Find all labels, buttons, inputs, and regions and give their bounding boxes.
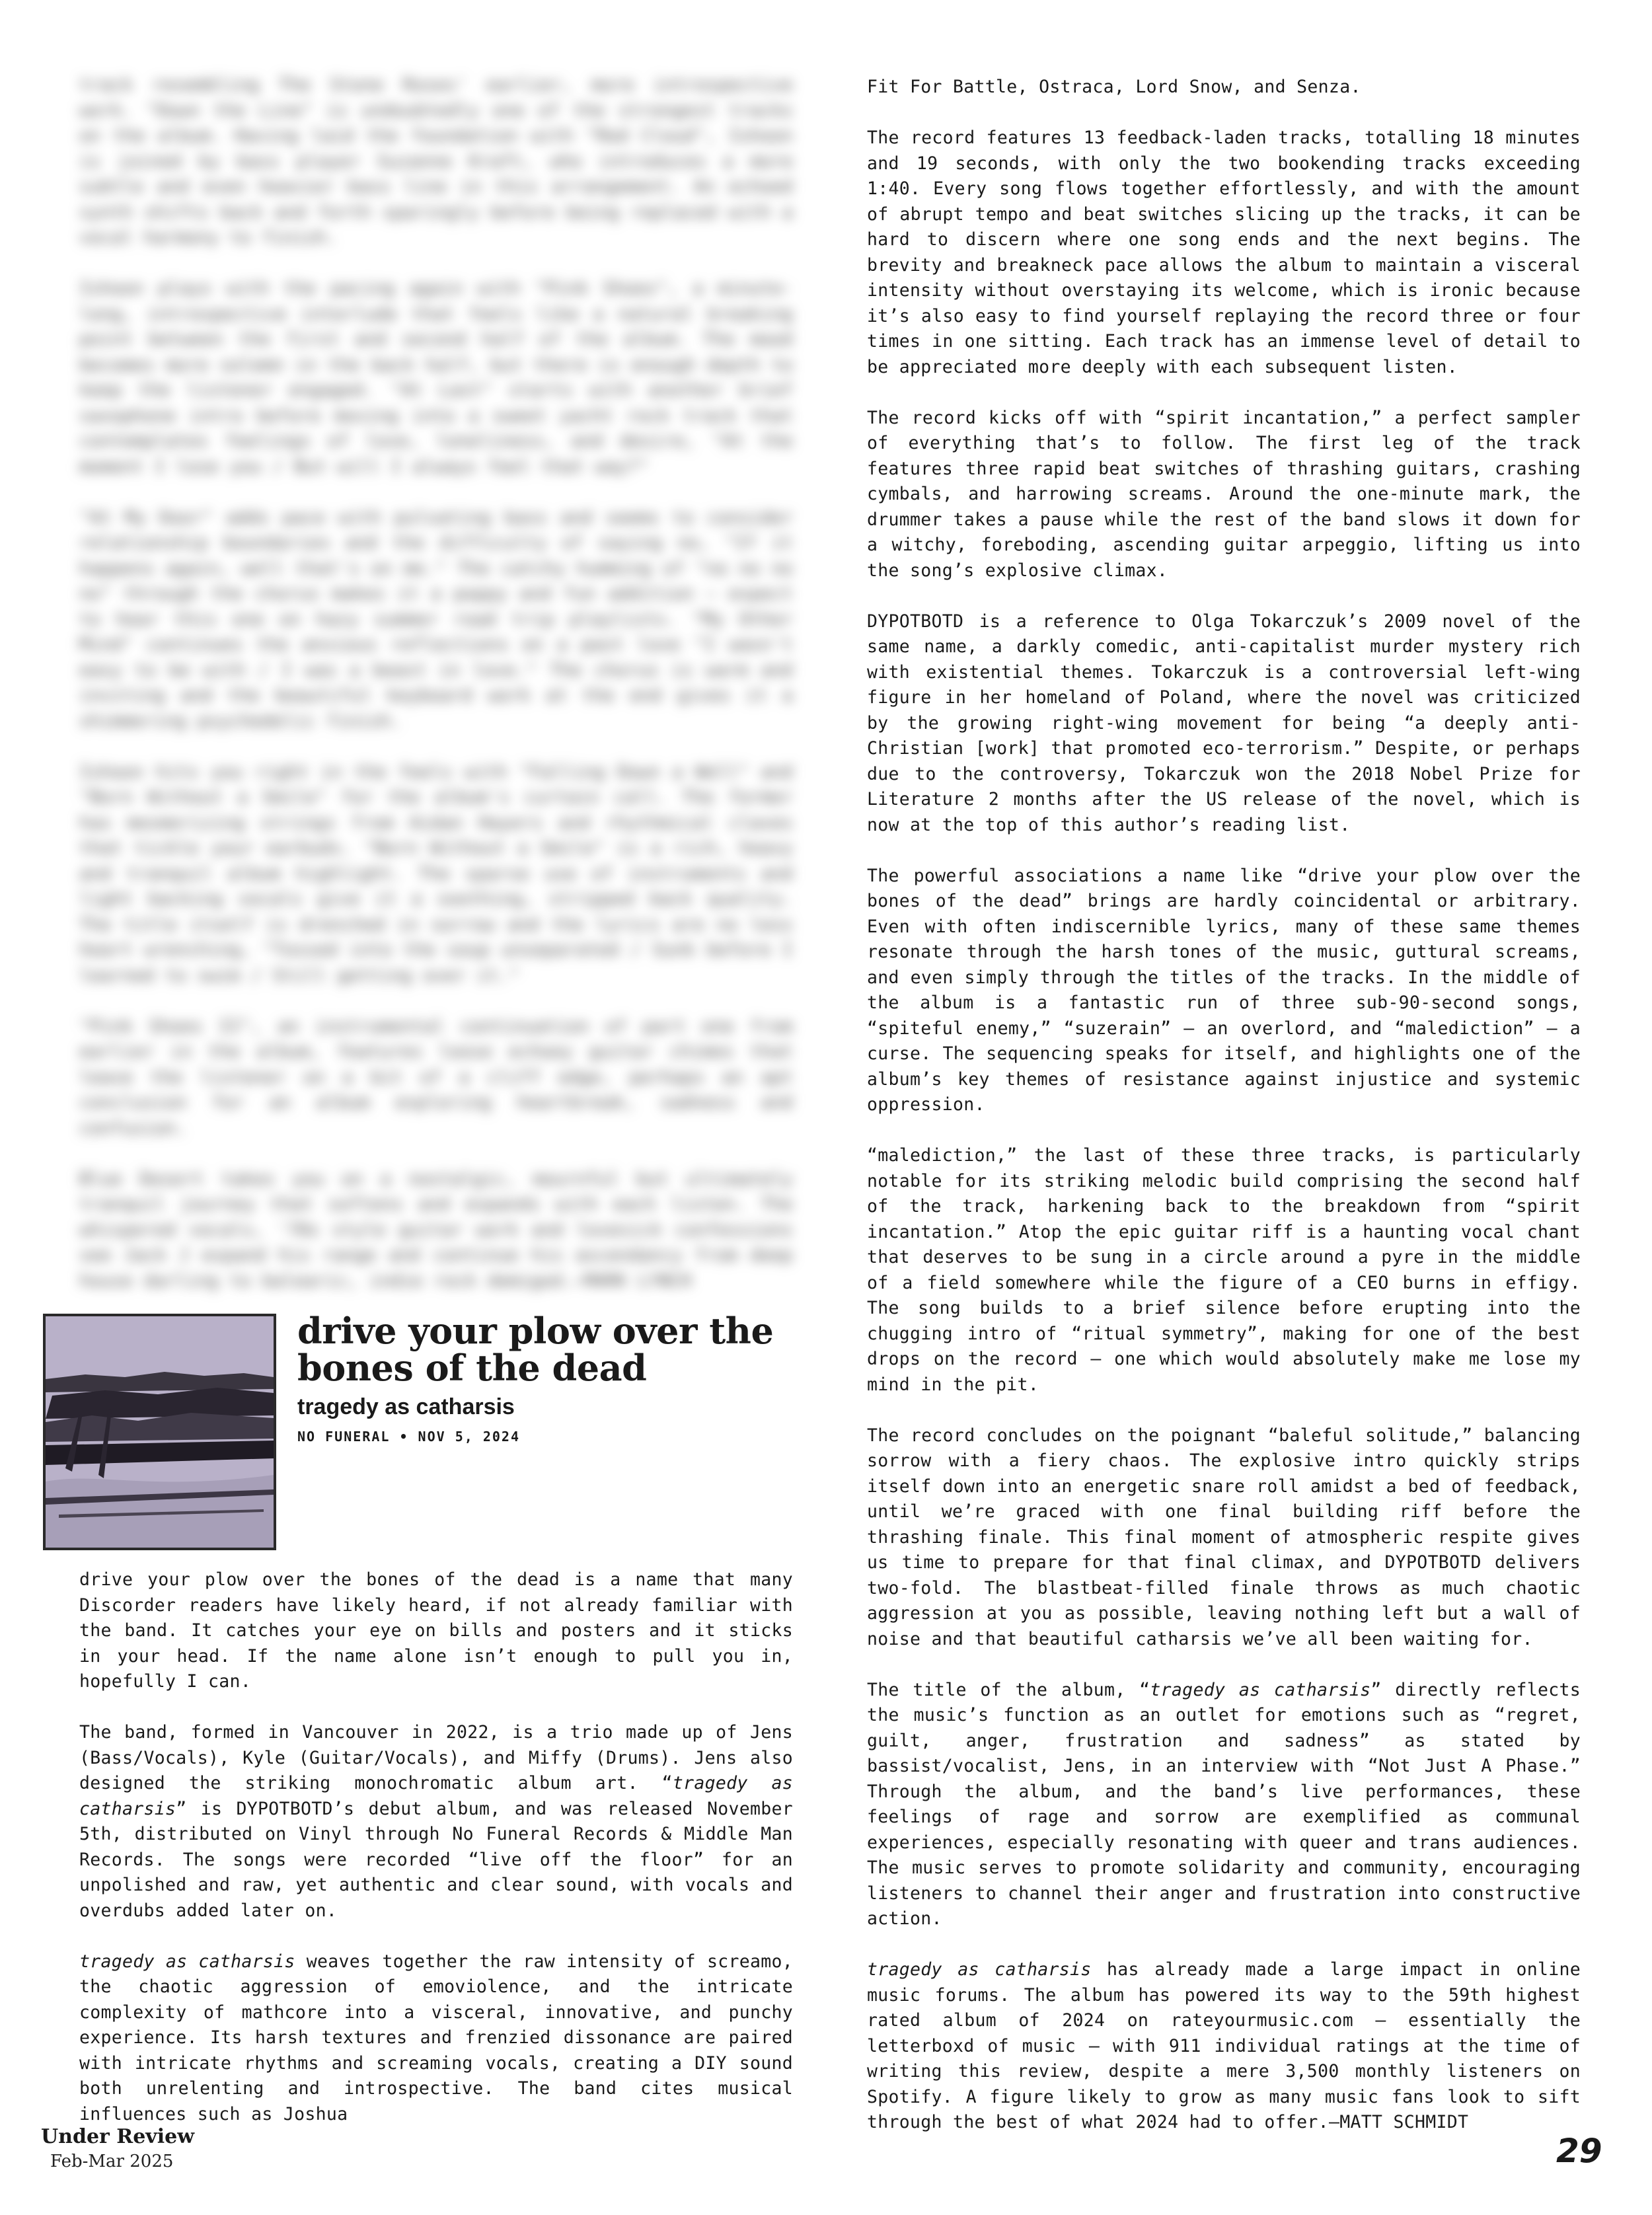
album-title-italic: tragedy as catharsis xyxy=(79,1773,793,1819)
body-paragraph: DYPOTBOTD is a reference to Olga Tokarczuk’s 2009 novel of the same name, a darkly comedic, anti-capitalist murder mystery rich with existential themes. Tokarczuk is a controversial left-wing figure in her homeland of Poland, where the novel was criticized by the growing right-wing movement for being “a deeply anti-Christian [work] that promoted eco-terrorism.” Despite, or perhaps due to the controversy, Tokarczuk won the 2018 Nobel Prize for Literature 2 months after the US release of the novel, which is now at the top of this author’s reading list. xyxy=(867,611,1581,835)
text-span: The band, formed in Vancouver in 2022, is a trio made up of Jens (Bass/Vocals), Kyle (Guitar/Vocals), and Miffy (Drums). Jens also designed the striking monochromatic album art. “ xyxy=(79,1722,793,1793)
body-paragraph: The record features 13 feedback-laden tracks, totalling 18 minutes and 19 seconds, with only the two bookending tracks exceeding 1:40. Every song flows together effortlessly, and with the amount of abrupt tempo and beat switches slicing up the tracks, it can be hard to discern where one song ends and the next begins. The brevity and breakneck pace allows the album to maintain a visceral intensity without overstaying its welcome, which is ironic because it’s also easy to find yourself replaying the record three or four times in one sitting. Each track has an immense level of detail to be appreciated more deeply with each subsequent listen. xyxy=(867,128,1581,377)
blurred-paragraph: Ishoon hits you right in the feels with "Falling Down a Well" and "Born Without a Smile" for the album's curtain call. The former has mesmerizing strings from Aidan Hayers and rhythmical claves that tickle your earbuds. "Born Without a Smile" is a rich, heavy and tranquil album highlight. The sparse use of instruments and light backing vocals give it a soothing, stripped back quality. The title itself is drenched in sorrow and the lyrics are no less heart wrenching, "Tossed into the soup unseparated / Sunk before I learned to swim / Still getting over it." xyxy=(79,761,793,986)
album-title-italic: tragedy as catharsis xyxy=(1150,1679,1371,1700)
blurred-paragraph: track resembling The Stone Roses' earlier, more introspective work. "Down the Line" is undoubtedly one of the strongest tracks on the album. Having laid the foundation with "Red Cloud", Ishoon is joined by bass player Suzanne Kraft, who introduces a more subtle and even heavier bass line in this arrangement. An echoed synth shifts back and forth sparingly before being replaced with a vocal harmony to finish. xyxy=(79,75,793,248)
section-masthead: Under Review xyxy=(41,2125,195,2148)
body-paragraph xyxy=(79,1720,793,1924)
text-span: weaves together the raw intensity of screamo, the chaotic aggression of emoviolence, and the intricate complexity of mathcore into a visceral, innovative, and punchy experience. Its harsh textures and frenzied dissonance are paired with intricate rhythms and screaming vocals, creating a DIY sound both unrelenting and introspective. The band cites musical influences such as Joshua xyxy=(79,1951,793,2124)
album-art-image xyxy=(43,1314,276,1550)
label-and-date: NO FUNERAL • NOV 5, 2024 xyxy=(297,1429,520,1445)
review-header xyxy=(43,1310,796,1552)
body-paragraph: The record concludes on the poignant “baleful solitude,” balancing sorrow with a fiery chaos. The explosive intro quickly strips itself down into an energetic snare roll amidst a bed of feedback, until we’re graced with one final building riff before the thrashing finale. This final moment of atmospheric respite gives us time to prepare for that final climax, and DYPOTBOTD delivers two-fold. The blastbeat-filled finale throws as much chaotic aggression at you as possible, leaving nothing left but a wall of noise and that beautiful catharsis we’ve all been waiting for. xyxy=(867,1425,1581,1649)
page-number: 29 xyxy=(1556,2132,1602,2170)
body-paragraph xyxy=(867,1957,1581,2136)
issue-date: Feb-Mar 2025 xyxy=(50,2152,174,2171)
album-name: tragedy as catharsis xyxy=(297,1394,515,1419)
previous-review-blurred-text xyxy=(79,73,793,1294)
body-paragraph: Fit For Battle, Ostraca, Lord Snow, and Senza. xyxy=(867,77,1361,97)
body-paragraph xyxy=(79,1949,793,2128)
album-title-italic: tragedy as catharsis xyxy=(867,1959,1092,1980)
review-body-right xyxy=(867,75,1581,2136)
album-title-italic: tragedy as catharsis xyxy=(79,1951,295,1972)
body-paragraph: The record kicks off with “spirit incantation,” a perfect sampler of everything that’s to follow. The first leg of the track features three rapid beat switches of thrashing guitars, crashing cymbals, and harrowing screams. Around the one-minute mark, the drummer takes a pause while the rest of the band slows it down for a witchy, foreboding, ascending guitar arpeggio, lifting us into the song’s explosive climax. xyxy=(867,407,1581,581)
artist-name: drive your plow over the bones of the dead xyxy=(297,1310,774,1389)
blurred-paragraph: "At My Door" adds pace with pulsating bass and seems to consider relationship boundaries and the difficulty of saying no, "If it happens again, well that's on me." The catchy humming of "no no no no" through the chorus makes it a poppy and fun addition — expect to hear this one on hazy summer road trip playlists. "My Other Mind" continues the anxious reflections on a past love "I wasn't easy to be with / I was a beast in love." The chorus is warm and inviting and the beautiful keyboard work at the end gives it a shimmering psychedelic finish. xyxy=(79,507,793,732)
body-paragraph: The powerful associations a name like “drive your plow over the bones of the dead” brings are hardly coincidental or arbitrary. Even with often indiscernible lyrics, many of these same themes resonate through the harsh tones of the music, guttural screams, and even simply through the titles of the tracks. In the middle of the album is a fantastic run of three sub-90-second songs, “spiteful enemy,” “suzerain” — an overlord, and “malediction” — a curse. The sequencing speaks for itself, and highlights one of the album’s key themes of resistance against injustice and systemic oppression. xyxy=(867,865,1581,1115)
body-paragraph xyxy=(867,1678,1581,1932)
text-span: ” is DYPOTBOTD’s debut album, and was released November 5th, distributed on Vinyl through No Funeral Records & Middle Man Records. The songs were recorded “live off the floor” for an unpolished and raw, yet authentic and clear sound, with vocals and overdubs added later on. xyxy=(79,1798,793,1921)
review-body-left xyxy=(79,1567,793,2127)
text-span: has already made a large impact in online music forums. The album has powered its way to the 59th highest rated album of 2024 on rateyourmusic.com — essentially the letterboxd of music — with 911 individual ratings at the time of writing this review, despite a mere 3,500 monthly listeners on Spotify. A figure likely to grow as many music fans look to sift through the best of what 2024 had to offer. xyxy=(867,1959,1581,2132)
blurred-paragraph: "Pink Shoes II", an instrumental continuation of part one from earlier in the album, features loose echoey guitar chimes that leave the listener on a bit of a cliff edge, perhaps an apt conclusion for an album exploring heartbreak, sadness and confusion. xyxy=(79,1016,793,1139)
body-paragraph: drive your plow over the bones of the dead is a name that many Discorder readers have likely heard, if not already familiar with the band. It catches your eye on bills and posters and it sticks in your head. If the name alone isn’t enough to pull you in, hopefully I can. xyxy=(79,1569,793,1692)
blurred-paragraph: Blue Desert takes you on a nostalgic, mournful but ultimately tranquil journey that softens and expands with each listen. The whispered vocals, '70s style guitar work and lovesick confessions see Jack J expand his range and continue his ascendancy from deep house darling to balearic, indie rock demigod.—MARK LYNCH xyxy=(79,1168,793,1291)
text-span: ” directly reflects the music’s function as an outlet for emotions such as “regret, guilt, anger, frustration and sadness” as stated by bassist/vocalist, Jens, in an interview with “Not Just A Phase.” Through the album, and the band’s live performances, these feelings of rage and sorrow are exemplified as communal experiences, especially resonating with queer and trans audiences. The music serves to promote solidarity and community, encouraging listeners to channel their anger and frustration into constructive action. xyxy=(867,1679,1581,1929)
body-paragraph: “malediction,” the last of these three tracks, is particularly notable for its striking melodic build comprising the second half of the track, harkening back to the breakdown from “spirit incantation.” Atop the epic guitar riff is a haunting vocal chant that deserves to be sung in a circle around a pyre in the middle of a field somewhere while the figure of a CEO burns in effigy. The song builds to a brief silence before erupting into the chugging intro of “ritual symmetry”, making for one of the best drops on the record — one which would absolutely make me lose my mind in the pit. xyxy=(867,1145,1581,1395)
text-span: The title of the album, “ xyxy=(867,1679,1150,1700)
author-byline: —MATT SCHMIDT xyxy=(1328,2112,1469,2132)
blurred-paragraph: Ishoon plays with the pacing again with "Pink Shoes", a minute-long, introspective interlude that feels like a natural breaking point between the first and second half of the album. The mood becomes more solemn in the back half, but there is enough depth to keep the listener engaged. "At Last" starts with another brief saxophone intro before moving into a sweet yacht rock track that contemplates feelings of love, loneliness, and desire, "At the moment I lose you / But will I always feel that way?" xyxy=(79,278,793,477)
